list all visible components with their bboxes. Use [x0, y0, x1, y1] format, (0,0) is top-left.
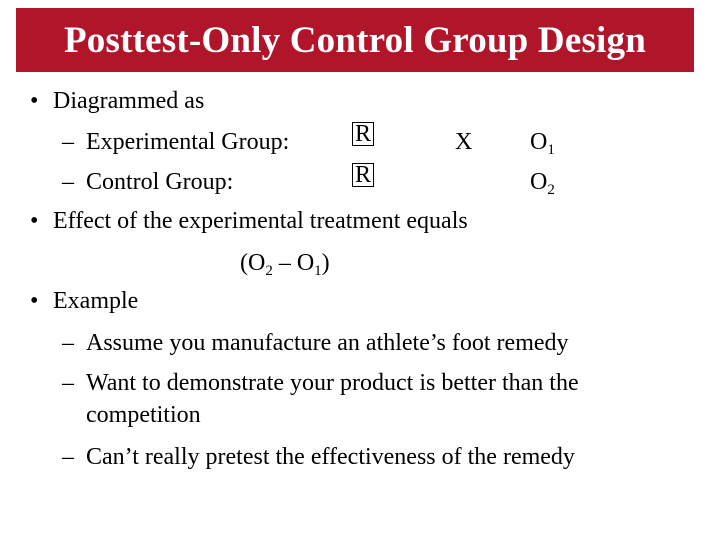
random-assignment-control: R [352, 163, 374, 187]
control-group-label: Control Group: [86, 169, 234, 195]
bullet-diagrammed-as: Diagrammed as [53, 88, 205, 114]
bullet-3-marker: • [30, 288, 39, 314]
example-dash-1: – [62, 330, 74, 356]
effect-formula: $(O_2 - O_1)$ [240, 250, 330, 279]
experimental-dash: – [62, 129, 74, 155]
bullet-example: Example [53, 288, 139, 314]
example-item-1: Assume you manufacture an athlete’s foot remedy [86, 330, 569, 356]
example-dash-3: – [62, 444, 74, 470]
slide-title: Posttest-Only Control Group Design [63, 19, 647, 61]
control-dash: – [62, 169, 74, 195]
example-item-2: Want to demonstrate your product is better than the [86, 370, 579, 396]
bullet-effect-equals: Effect of the experimental treatment equals [53, 208, 468, 234]
title-bar [16, 8, 694, 72]
experimental-group-label: Experimental Group: [86, 129, 290, 155]
bullet-2-marker: • [30, 208, 39, 234]
example-dash-2: – [62, 370, 74, 396]
observation-o2: $O_2$ [530, 169, 555, 198]
example-item-3: Can’t really pretest the effectiveness of the remedy [86, 444, 575, 470]
bullet-1-marker: • [30, 88, 39, 114]
observation-o1: $O_1$ [530, 129, 555, 158]
example-item-2-continued: competition [86, 402, 201, 428]
treatment-x: X [455, 129, 473, 155]
random-assignment-experimental: R [352, 122, 374, 146]
